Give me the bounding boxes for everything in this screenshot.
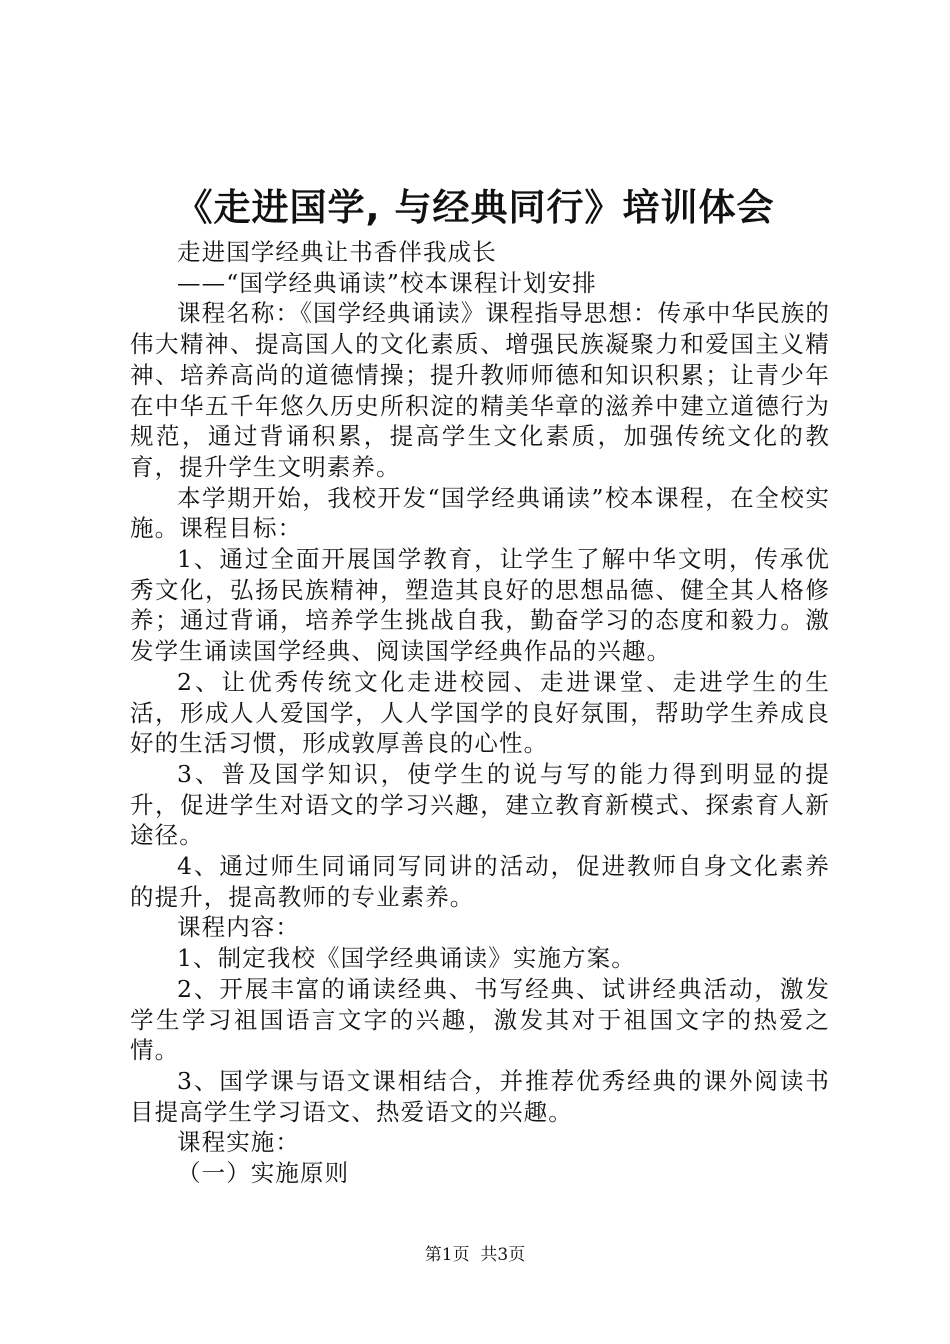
paragraph: 1、通过全面开展国学教育，让学生了解中华文明，传承优秀文化，弘扬民族精神，塑造其良好的思想品德、健全其人格修养；通过背诵，培养学生挑战自我，勤奋学习的态度和毅力。激发学生诵读国学经典、阅读国学经典作品的兴趣。	[130, 545, 830, 666]
paragraph: 课程内容：	[177, 913, 300, 942]
paragraph: 3、国学课与语文课相结合，并推荐优秀经典的课外阅读书目提高学生学习语文、热爱语文的兴趣。	[130, 1066, 830, 1126]
page-number: 第1页	[424, 1245, 470, 1265]
document-body	[130, 237, 830, 1189]
paragraph: 课程名称：《国学经典诵读》课程指导思想：传承中华民族的伟大精神、提高国人的文化素质、增强民族凝聚力和爱国主义精神、培养高尚的道德情操；提升教师师德和知识积累；让青少年在中华五千年悠久历史所积淀的精美华章的滋养中建立道德行为规范，通过背诵积累，提高学生文化素质，加强传统文化的教育，提升学生文明素养。	[130, 299, 830, 481]
paragraph: 走进国学经典让书香伴我成长	[177, 238, 497, 266]
paragraph: 本学期开始，我校开发“国学经典诵读”校本课程，在全校实施。课程目标：	[130, 483, 830, 543]
paragraph: 1、制定我校《国学经典诵读》实施方案。	[177, 944, 636, 973]
paragraph: 3、普及国学知识，使学生的说与写的能力得到明显的提升，促进学生对语文的学习兴趣，建立教育新模式、探索育人新途径。	[130, 759, 830, 850]
paragraph: 课程实施：	[177, 1128, 300, 1157]
paragraph: 4、通过师生同诵同写同讲的活动，促进教师自身文化素养的提升，提高教师的专业素养。	[130, 852, 830, 911]
document-title: 《走进国学, 与经典同行》培训体会	[175, 186, 775, 229]
paragraph: 2、开展丰富的诵读经典、书写经典、试讲经典活动，激发学生学习祖国语言文字的兴趣，激发其对于祖国文字的热爱之情。	[130, 974, 830, 1065]
paragraph: （一）实施原则	[177, 1159, 350, 1188]
paragraph: 2、让优秀传统文化走进校园、走进课堂、走进学生的生活，形成人人爱国学，人人学国学的良好氛围，帮助学生养成良好的生活习惯，形成敦厚善良的心性。	[130, 667, 830, 758]
page-total: 共3页	[480, 1245, 526, 1265]
paragraph: ——“国学经典诵读”校本课程计划安排	[177, 268, 597, 297]
page-footer	[0, 1243, 950, 1267]
